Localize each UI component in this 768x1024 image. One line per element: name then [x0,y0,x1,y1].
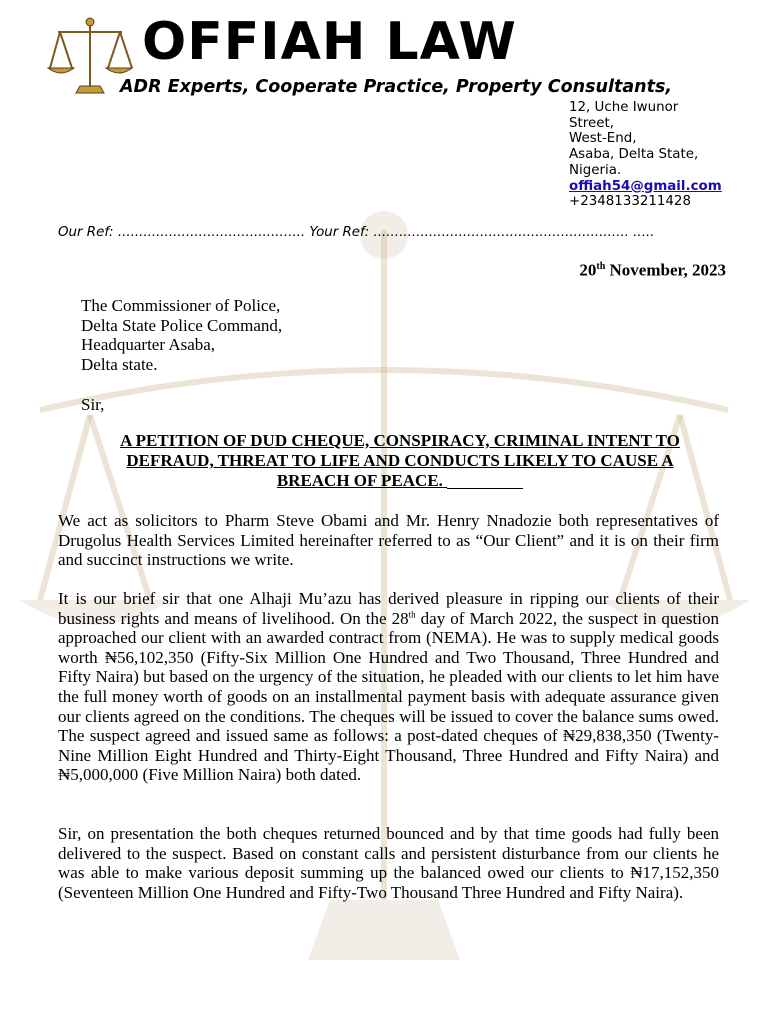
salutation: Sir, [81,395,105,414]
recipient-line: Delta State Police Command, [81,315,283,335]
reference-line: Our Ref: ............................................ Your Ref: ............................................................ ..... [58,225,655,240]
paragraph-text: It is our brief sir that one Alhaji Mu’azu has derived pleasure in ripping our clients of their business rights and means of livelihood. On the 28 [58,589,719,628]
recipient-line: Headquarter Asaba, [81,335,216,354]
address-line: 12, Uche Iwunor [569,100,679,115]
date-suffix: th [596,261,606,272]
subject-text: A PETITION OF DUD CHEQUE, CONSPIRACY, CRIMINAL INTENT TO DEFRAUD, THREAT TO LIFE AND CONDUCTS LIKELY TO CAUSE A BREACH OF PEACE. [120,431,680,490]
ordinal-suffix: th [408,608,416,619]
address-line: Asaba, Delta State, [569,147,699,163]
date-day: 20 [579,260,597,280]
phone-number: +2348133211428 [569,194,691,210]
body-paragraph-3: Sir, on presentation the both cheques returned bounced and by that time goods had fully been delivered to the suspect. Based on constant calls and persistent disturbance from our clients he was able to make various deposit summing up the balanced owed our clients to ₦17,152,350 (Seventeen Million One Hundred and Fifty-Two Thousand Three Hundred and Fifty Naira). [58,824,719,902]
letter-date [579,256,726,282]
recipient-line: Delta state. [81,354,158,374]
address-line: West-End, [569,131,637,147]
recipient-line: The Commissioner of Police, [81,296,281,315]
firm-name: OFFIAH LAW [142,12,517,72]
address-line: Nigeria. [569,162,622,178]
address-line: Street, [569,115,614,131]
body-paragraph-1: We act as solicitors to Pharm Steve Obami and Mr. Henry Nnadozie both representatives of Drugolus Health Services Limited hereinafter referred to as “Our Client” and it is on their firm and succinct instructions we write. [58,511,719,570]
subject-heading [90,431,710,491]
date-rest: November, 2023 [605,260,726,280]
body-paragraph-2 [58,589,719,785]
recipient-address [81,296,282,374]
subject-underline [447,487,523,489]
paragraph-text: day of March 2022, the suspect in question approached our client with an awarded contract from (NEMA). He was to supply medical goods worth ₦56,102,350 (Fifty-Six Million One Hundred and Two Thousand, Three Hundred and Fifty Naira) but based on the urgency of the situation, he pleaded with our clients to let him have the full money worth of goods on an installmental payment basis with adequate assurance given our clients agreed on the conditions. The cheques will be issued to cover the balance sums owed. The suspect agreed and issued same as follows: a post-dated cheques of ₦29,838,350 (Twenty-Nine Million Eight Hundred and Thirty-Eight Thousand, Three Hundred and Fifty Naira) and ₦5,000,000 (Five Million Naira) both dated. [58,608,719,785]
email-link[interactable]: offiah54@gmail.com [569,178,722,194]
firm-tagline: ADR Experts, Cooperate Practice, Property Consultants, [120,77,673,97]
firm-address [569,100,724,210]
